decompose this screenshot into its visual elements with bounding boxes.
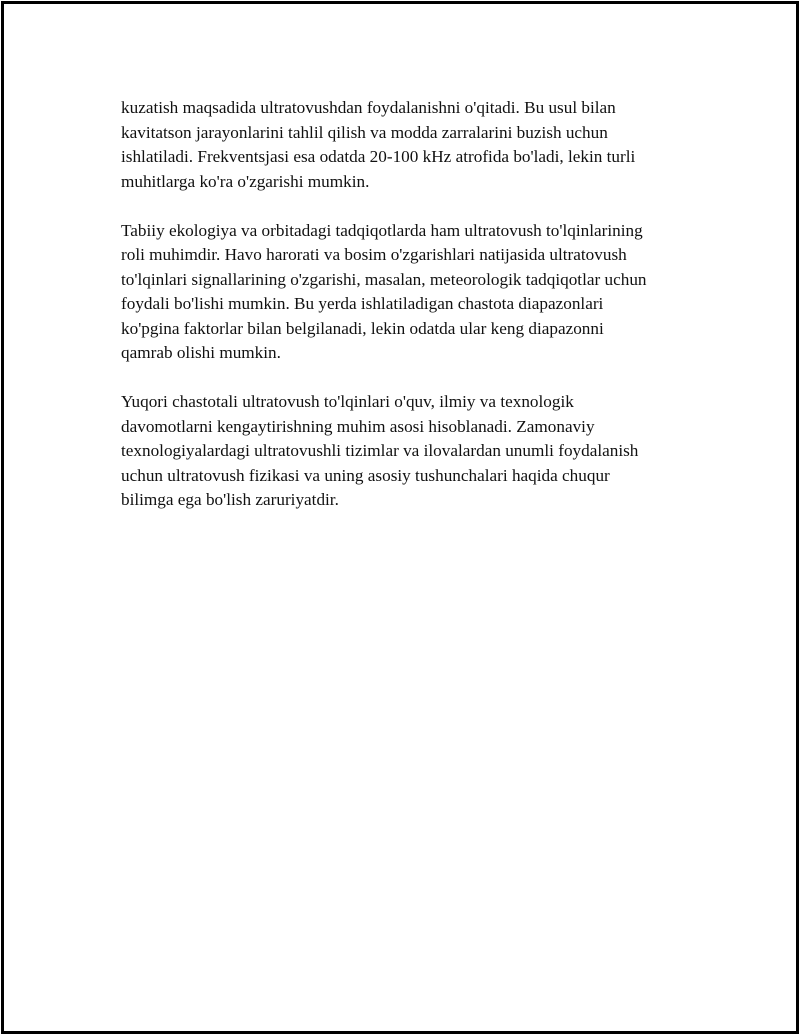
text-line: foydali bo'lishi mumkin. Bu yerda ishlatiladigan chastota diapazonlari — [121, 294, 604, 313]
text-line: muhitlarga ko'ra o'zgarishi mumkin. — [121, 171, 370, 191]
text-line: to'lqinlari signallarining o'zgarishi, masalan, meteorologik tadqiqotlar uchun — [121, 269, 647, 289]
text-line: davomotlarni kengaytirishning muhim asosi hisoblanadi. Zamonaviy — [121, 416, 595, 436]
text-line: Yuqori chastotali ultratovush to'lqinlari o'quv, ilmiy va texnologik — [121, 392, 574, 411]
text-line: Tabiiy ekologiya va orbitadagi tadqiqotlarda ham ultratovush to'lqinlarining — [121, 220, 643, 240]
text-line: uchun ultratovush fizikasi va uning asosiy tushunchalari haqida chuqur — [121, 465, 610, 485]
document-body — [121, 96, 689, 537]
page-frame — [1, 1, 799, 1034]
text-line: bilimga ega bo'lish zaruriyatdir. — [121, 490, 339, 509]
paragraph-2 — [121, 219, 689, 366]
text-line: kavitatson jarayonlarini tahlil qilish va modda zarralarini buzish uchun — [121, 122, 608, 142]
text-line: ko'pgina faktorlar bilan belgilanadi, lekin odatda ular keng diapazonni — [121, 318, 604, 338]
paragraph-1 — [121, 96, 689, 194]
paragraph-3 — [121, 390, 689, 513]
text-line: qamrab olishi mumkin. — [121, 343, 281, 362]
text-line: kuzatish maqsadida ultratovushdan foydalanishni o'qitadi. Bu usul bilan — [121, 98, 616, 117]
text-line: texnologiyalardagi ultratovushli tizimlar va ilovalardan unumli foydalanish — [121, 441, 639, 460]
text-line: roli muhimdir. Havo harorati va bosim o'zgarishlari natijasida ultratovush — [121, 245, 627, 264]
text-line: ishlatiladi. Frekventsjasi esa odatda 20-100 kHz atrofida bo'ladi, lekin turli — [121, 147, 636, 166]
